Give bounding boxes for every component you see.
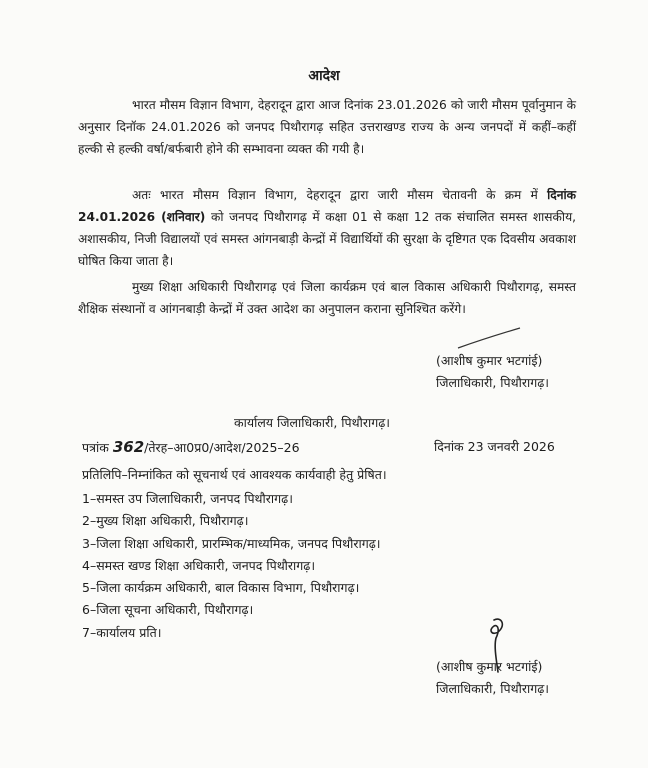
paragraph-compliance	[78, 276, 576, 320]
paragraph-compliance-text: मुख्य शिक्षा अधिकारी पिथौरागढ़ एवं जिला कार्यक्रम एवं बाल विकास अधिकारी पिथौरागढ़, समस्त शैक्षिक संस्थानों व आंगनबाड़ी केन्द्रों में उक्त आदेश का अनुपालन कराना सुनिश्चित करेंगे।	[78, 280, 576, 316]
signatory-name: (आशीष कुमार भटगांई)	[436, 659, 543, 674]
reference-prefix: पत्रांक	[82, 440, 109, 455]
paragraph-forecast-text: भारत मौसम विज्ञान विभाग, देहरादून द्वारा आज दिनांक 23.01.2026 को जारी मौसम पूर्वानुमान के अनुसार दिनॉक 24.01.2026 को जनपद पिथौरागढ़ सहित उत्तराखण्ड राज्य के अन्य जनपदों में कहीं–कहीं हल्की से हल्की वर्षा/बर्फबारी होने की सम्भावना व्यक्त की गयी है।	[78, 98, 576, 156]
list-item: 1–समस्त उप जिलाधिकारी, जनपद पिथौरागढ़।	[82, 491, 293, 506]
reference-number	[82, 438, 300, 456]
signatory-name: (आशीष कुमार भटगांई)	[436, 353, 543, 368]
holiday-date: दिनांक 24.01.2026 (शनिवार)	[78, 188, 577, 224]
reference-handwritten-number: 362	[112, 438, 145, 456]
signature-stroke-icon	[456, 326, 522, 350]
list-item: 4–समस्त खण्ड शिक्षा अधिकारी, जनपद पिथौरागढ़।	[82, 557, 316, 573]
document-title: आदेश	[308, 68, 340, 84]
office-name: कार्यालय जिलाधिकारी, पिथौरागढ़।	[234, 415, 391, 430]
list-item: 5–जिला कार्यक्रम अधिकारी, बाल विकास विभाग, पिथौरागढ़।	[82, 580, 360, 596]
list-item: 6–जिला सूचना अधिकारी, पिथौरागढ़।	[82, 602, 254, 618]
order-date: दिनांक 23 जनवरी 2026	[434, 439, 555, 454]
reference-suffix: /तेरह–आ0प्र0/आदेश/2025–26	[144, 440, 300, 455]
signatory-designation: जिलाधिकारी, पिथौरागढ़।	[436, 375, 550, 390]
list-item: 7–कार्यालय प्रति।	[82, 624, 162, 640]
copy-intro: प्रतिलिपि–निम्नांकित को सूचनार्थ एवं आवश्यक कार्यवाही हेतु प्रेषित।	[82, 467, 387, 482]
paragraph-holiday	[78, 184, 576, 272]
copy-list	[82, 488, 381, 644]
paragraph-holiday-start: अतः भारत मौसम विज्ञान विभाग, देहरादून द्वारा जारी मौसम चेतावनी के क्रम में	[132, 188, 538, 202]
paragraph-forecast	[78, 94, 576, 160]
list-item: 2–मुख्य शिक्षा अधिकारी, पिथौरागढ़।	[82, 513, 249, 529]
paragraph-holiday-end: को जनपद पिथौरागढ़ में कक्षा 01 से कक्षा 12 तक संचालित समस्त शासकीय, अशासकीय, निजी विद्यालयों एवं समस्त आंगनबाड़ी केन्द्रों में विद्यार्थियों की सुरक्षा के दृष्टिगत एक दिवसीय अवकाश घोषित किया जाता है।	[78, 210, 577, 268]
signatory-designation: जिलाधिकारी, पिथौरागढ़।	[436, 681, 550, 696]
signatory-block	[436, 350, 549, 394]
signatory-block-copy	[436, 656, 549, 700]
list-item: 3–जिला शिक्षा अधिकारी, प्रारम्भिक/माध्यमिक, जनपद पिथौरागढ़।	[82, 535, 381, 551]
